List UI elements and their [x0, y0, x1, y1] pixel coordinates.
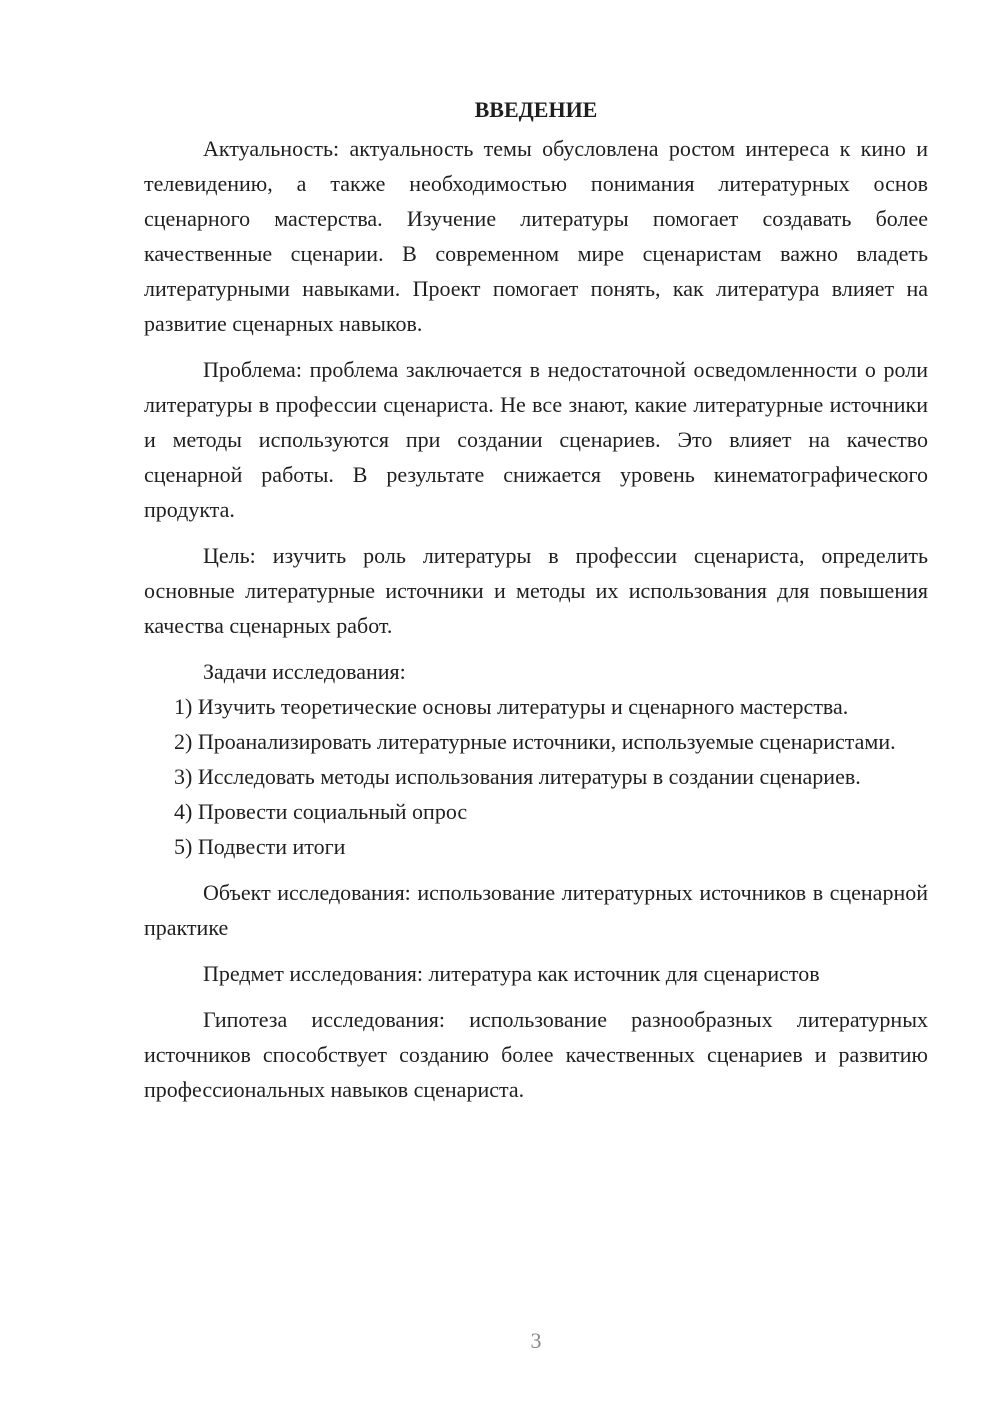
- document-page: [144, 92, 928, 1107]
- paragraph-subject: Предмет исследования: литература как источник для сценаристов: [203, 961, 820, 986]
- paragraph-hypothesis: Гипотеза исследования: использование разнообразных литературных источников способствует созданию более качественных сценариев и развитию профессиональных навыков сценариста.: [144, 1007, 928, 1102]
- tasks-list: [144, 689, 928, 864]
- tasks-heading: Задачи исследования:: [203, 659, 406, 684]
- paragraph-object: Объект исследования: использование литературных источников в сценарной практике: [144, 880, 928, 940]
- task-item: 2) Проанализировать литературные источники, используемые сценаристами.: [174, 729, 896, 754]
- page-number: 3: [530, 1328, 542, 1353]
- task-item: 3) Исследовать методы использования литературы в создании сценариев.: [174, 764, 861, 789]
- task-item: 1) Изучить теоретические основы литературы и сценарного мастерства.: [174, 694, 849, 719]
- paragraph-relevance: Актуальность: актуальность темы обусловлена ростом интереса к кино и телевидению, а также необходимостью понимания литературных основ сценарного мастерства. Изучение литературы помогает создавать более качественные сценарии. В современном мире сценаристам важно владеть литературными навыками. Проект помогает понять, как литература влияет на развитие сценарных навыков.: [144, 136, 928, 336]
- paragraph-goal: Цель: изучить роль литературы в профессии сценариста, определить основные литературные источники и методы их использования для повышения качества сценарных работ.: [144, 543, 928, 638]
- task-item: 4) Провести социальный опрос: [174, 799, 468, 824]
- paragraph-problem: Проблема: проблема заключается в недостаточной осведомленности о роли литературы в профессии сценариста. Не все знают, какие литературные источники и методы используются при создании сценариев. Это влияет на качество сценарной работы. В результате снижается уровень кинематографического продукта.: [144, 357, 928, 522]
- section-title: ВВЕДЕНИЕ: [474, 97, 598, 122]
- task-item: 5) Подвести итоги: [174, 834, 346, 859]
